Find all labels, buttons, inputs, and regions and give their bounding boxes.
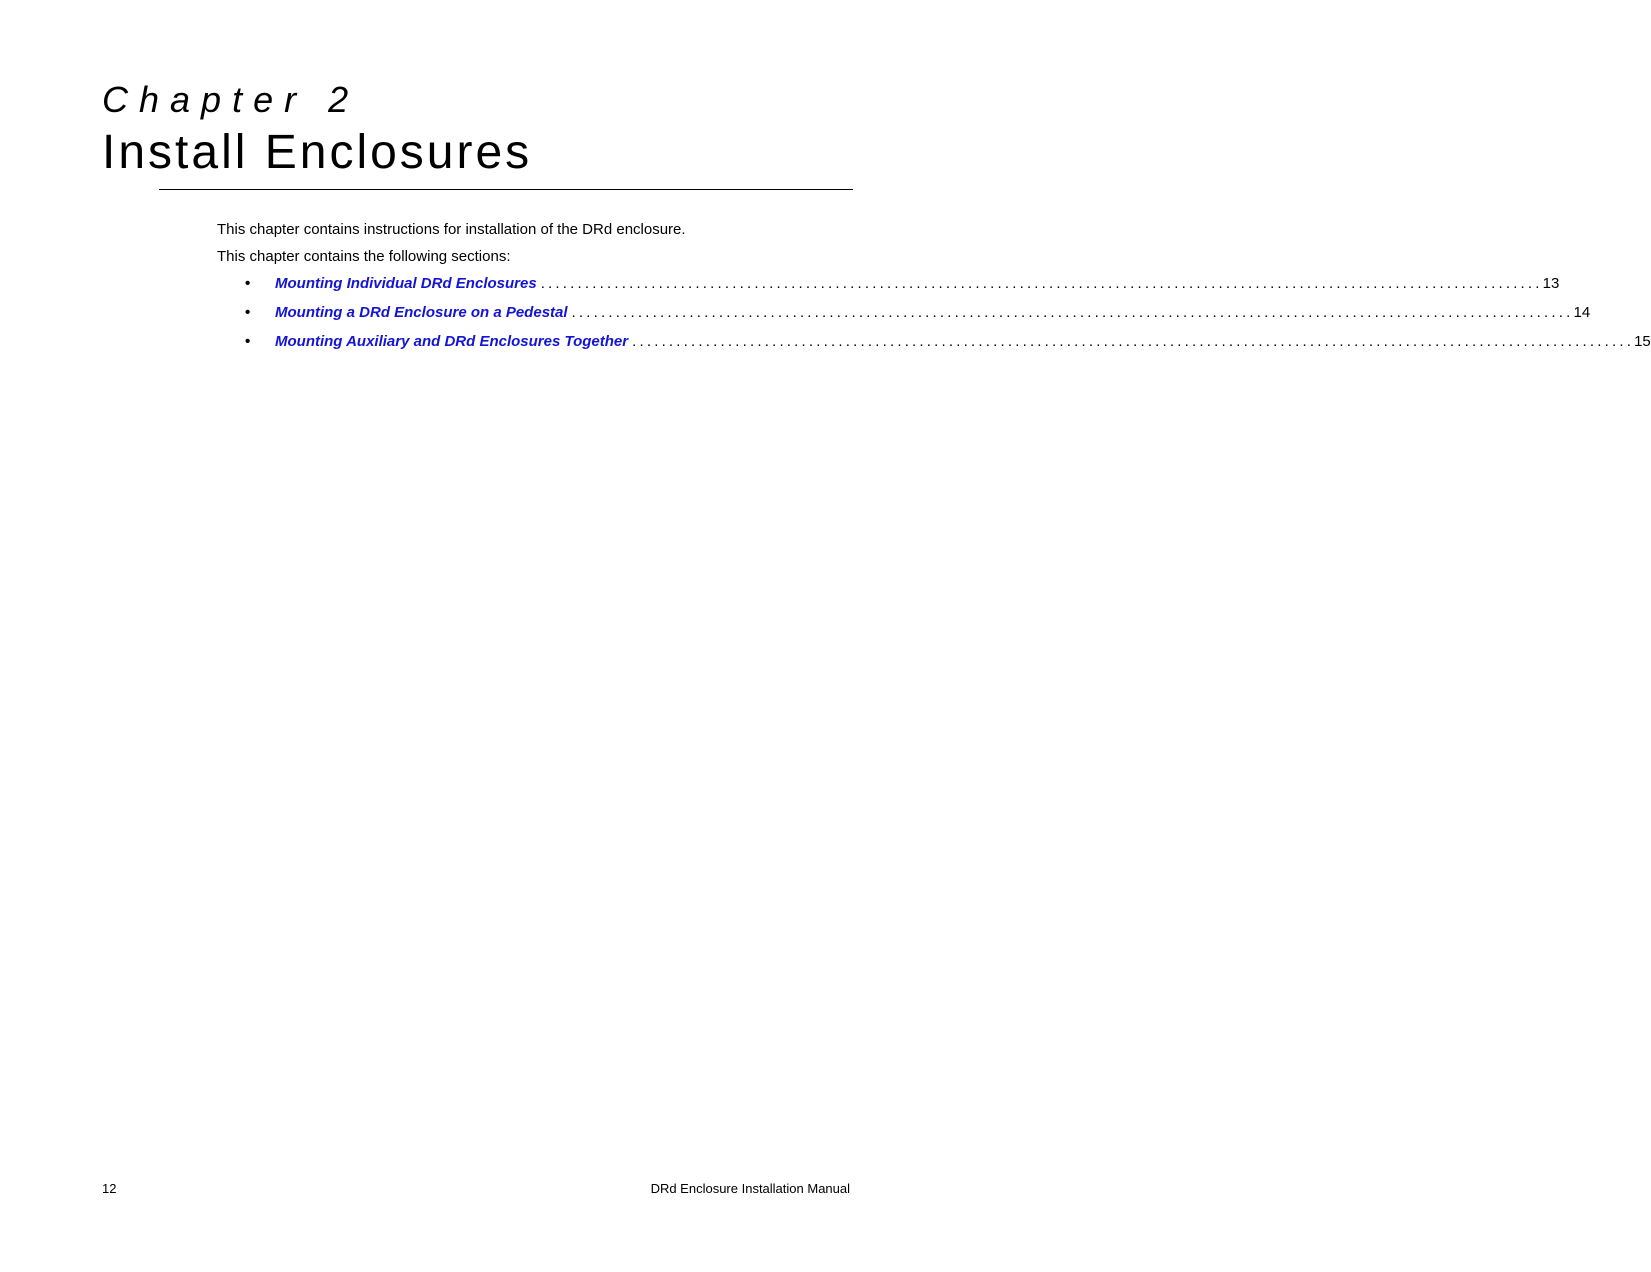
intro-text: This chapter contains instructions for installation of the DRd enclosure.	[217, 221, 686, 238]
toc-item	[245, 274, 1560, 303]
chapter-label: Chapter 2	[102, 79, 360, 120]
toc-page-number: 14	[1573, 304, 1591, 321]
dot-leader: ........................................................................................................................................	[632, 333, 1635, 350]
sections-intro-text: This chapter contains the following sections:	[217, 248, 511, 265]
section-list	[245, 274, 1651, 361]
bullet-icon: •	[245, 333, 251, 350]
bullet-icon: •	[245, 275, 251, 292]
toc-item	[245, 332, 1651, 361]
dot-leader: ........................................................................................................................................	[571, 304, 1574, 321]
bullet-icon: •	[245, 304, 251, 321]
toc-link-mounting-together[interactable]: Mounting Auxiliary and DRd Enclosures Together	[275, 333, 629, 350]
dot-leader: ........................................................................................................................................	[540, 275, 1543, 292]
chapter-title: Install Enclosures	[102, 126, 533, 179]
footer-page-number: 12	[102, 1181, 117, 1196]
toc-link-mounting-individual[interactable]: Mounting Individual DRd Enclosures	[275, 275, 537, 292]
footer-manual-title: DRd Enclosure Installation Manual	[650, 1181, 850, 1196]
toc-page-number: 15	[1634, 333, 1651, 350]
toc-page-number: 13	[1542, 275, 1560, 292]
toc-link-mounting-pedestal[interactable]: Mounting a DRd Enclosure on a Pedestal	[275, 304, 568, 321]
toc-item	[245, 303, 1591, 332]
title-rule	[159, 189, 853, 190]
